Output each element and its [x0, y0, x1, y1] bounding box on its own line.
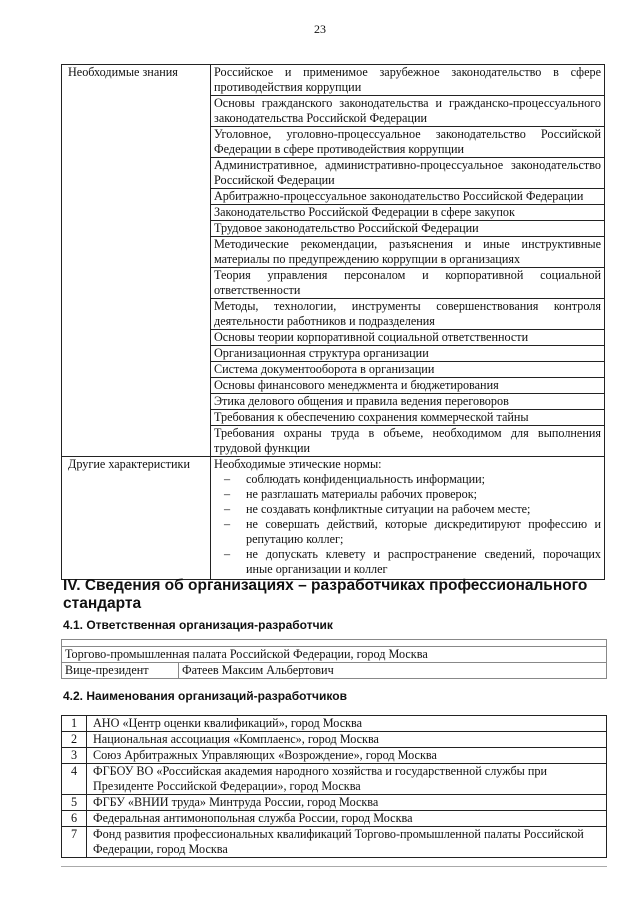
knowledge-item: Этика делового общения и правила ведения переговоров	[211, 394, 605, 410]
knowledge-item: Основы гражданского законодательства и гражданско-процессуального законодательства Российской Федерации	[211, 96, 605, 127]
table-row	[62, 732, 607, 748]
table-row	[62, 811, 607, 827]
knowledge-item: Уголовное, уголовно-процессуальное законодательство Российской Федерации в сфере противодействия коррупции	[211, 127, 605, 158]
dash-marker: –	[224, 472, 231, 486]
list-item	[224, 487, 601, 502]
table-row	[62, 716, 607, 732]
table-row	[62, 748, 607, 764]
org-name: ФГБУ «ВНИИ труда» Минтруда России, город Москва	[87, 795, 607, 811]
responsible-org-name: Торгово-промышленная палата Российской Федерации, город Москва	[62, 647, 607, 663]
org-number: 5	[62, 795, 87, 811]
org-number: 7	[62, 827, 87, 858]
table-row	[62, 827, 607, 858]
ethics-item: соблюдать конфиденциальность информации;	[246, 472, 486, 486]
list-item	[224, 547, 601, 577]
knowledge-item: Основы финансового менеджмента и бюджетирования	[211, 378, 605, 394]
ethics-cell	[211, 457, 605, 580]
dash-marker: –	[224, 502, 231, 516]
knowledge-item: Трудовое законодательство Российской Федерации	[211, 221, 605, 237]
table-row	[62, 65, 605, 96]
org-number: 1	[62, 716, 87, 732]
table-row	[62, 764, 607, 795]
knowledge-item: Методические рекомендации, разъяснения и иные инструктивные материалы по предупреждению коррупции в организациях	[211, 237, 605, 268]
org-number: 4	[62, 764, 87, 795]
knowledge-item: Арбитражно-процессуальное законодательство Российской Федерации	[211, 189, 605, 205]
list-item	[224, 472, 601, 487]
knowledge-item: Теория управления персоналом и корпоративной социальной ответственности	[211, 268, 605, 299]
knowledge-item: Система документооборота в организации	[211, 362, 605, 378]
ethics-intro: Необходимые этические нормы:	[214, 457, 382, 471]
section-title: IV. Сведения об организациях – разработчиках профессионального стандарта	[63, 577, 588, 612]
knowledge-item: Организационная структура организации	[211, 346, 605, 362]
knowledge-item: Требования к обеспечению сохранения коммерческой тайны	[211, 410, 605, 426]
org-name: Союз Арбитражных Управляющих «Возрождение», город Москва	[87, 748, 607, 764]
ethics-item: не совершать действий, которые дискредитируют профессию и репутацию коллег;	[246, 517, 601, 546]
org-number: 6	[62, 811, 87, 827]
person-cell: Фатеев Максим Альбертович	[179, 663, 607, 679]
page-number: 23	[314, 22, 326, 36]
org-name: ФГБОУ ВО «Российская академия народного хозяйства и государственной службы при Президенте Российской Федерации», город Москва	[87, 764, 607, 795]
ethics-list	[214, 472, 601, 579]
org-name: АНО «Центр оценки квалификаций», город Москва	[87, 716, 607, 732]
developer-orgs-table	[61, 715, 607, 858]
org-name: Федеральная антимонопольная служба России, город Москва	[87, 811, 607, 827]
knowledge-table	[61, 64, 605, 580]
knowledge-item: Административное, административно-процессуальное законодательство Российской Федерации	[211, 158, 605, 189]
knowledge-item: Российское и применимое зарубежное законодательство в сфере противодействия коррупции	[211, 65, 605, 96]
org-number: 2	[62, 732, 87, 748]
knowledge-item: Законодательство Российской Федерации в сфере закупок	[211, 205, 605, 221]
org-number: 3	[62, 748, 87, 764]
dash-marker: –	[224, 487, 231, 501]
list-item	[224, 502, 601, 517]
ethics-item: не допускать клевету и распространение сведений, порочащих иные организации и коллег	[246, 547, 601, 576]
org-name: Фонд развития профессиональных квалификаций Торгово-промышленной палаты Российской Федерации, город Москва	[87, 827, 607, 858]
table-row	[62, 457, 605, 580]
blank-cell	[62, 640, 607, 647]
table-row	[62, 795, 607, 811]
subsection-title-responsible: 4.1. Ответственная организация-разработчик	[63, 618, 333, 632]
other-label: Другие характеристики	[62, 457, 211, 580]
ethics-item: не создавать конфликтные ситуации на рабочем месте;	[246, 502, 531, 516]
list-item	[224, 517, 601, 547]
bottom-divider	[61, 866, 607, 868]
table-row	[62, 647, 607, 663]
dash-marker: –	[224, 517, 231, 531]
position-cell: Вице-президент	[62, 663, 179, 679]
knowledge-item: Основы теории корпоративной социальной ответственности	[211, 330, 605, 346]
dash-marker: –	[224, 547, 231, 561]
subsection-title-developers: 4.2. Наименования организаций-разработчиков	[63, 689, 347, 703]
table-row	[62, 640, 607, 647]
table-row	[62, 663, 607, 679]
knowledge-item: Требования охраны труда в объеме, необходимом для выполнения трудовой функции	[211, 426, 605, 457]
responsible-org-table	[61, 639, 607, 679]
ethics-item: не разглашать материалы рабочих проверок;	[246, 487, 478, 501]
org-name: Национальная ассоциация «Комплаенс», город Москва	[87, 732, 607, 748]
knowledge-item: Методы, технологии, инструменты совершенствования контроля деятельности работников и подразделения	[211, 299, 605, 330]
knowledge-label: Необходимые знания	[62, 65, 211, 457]
